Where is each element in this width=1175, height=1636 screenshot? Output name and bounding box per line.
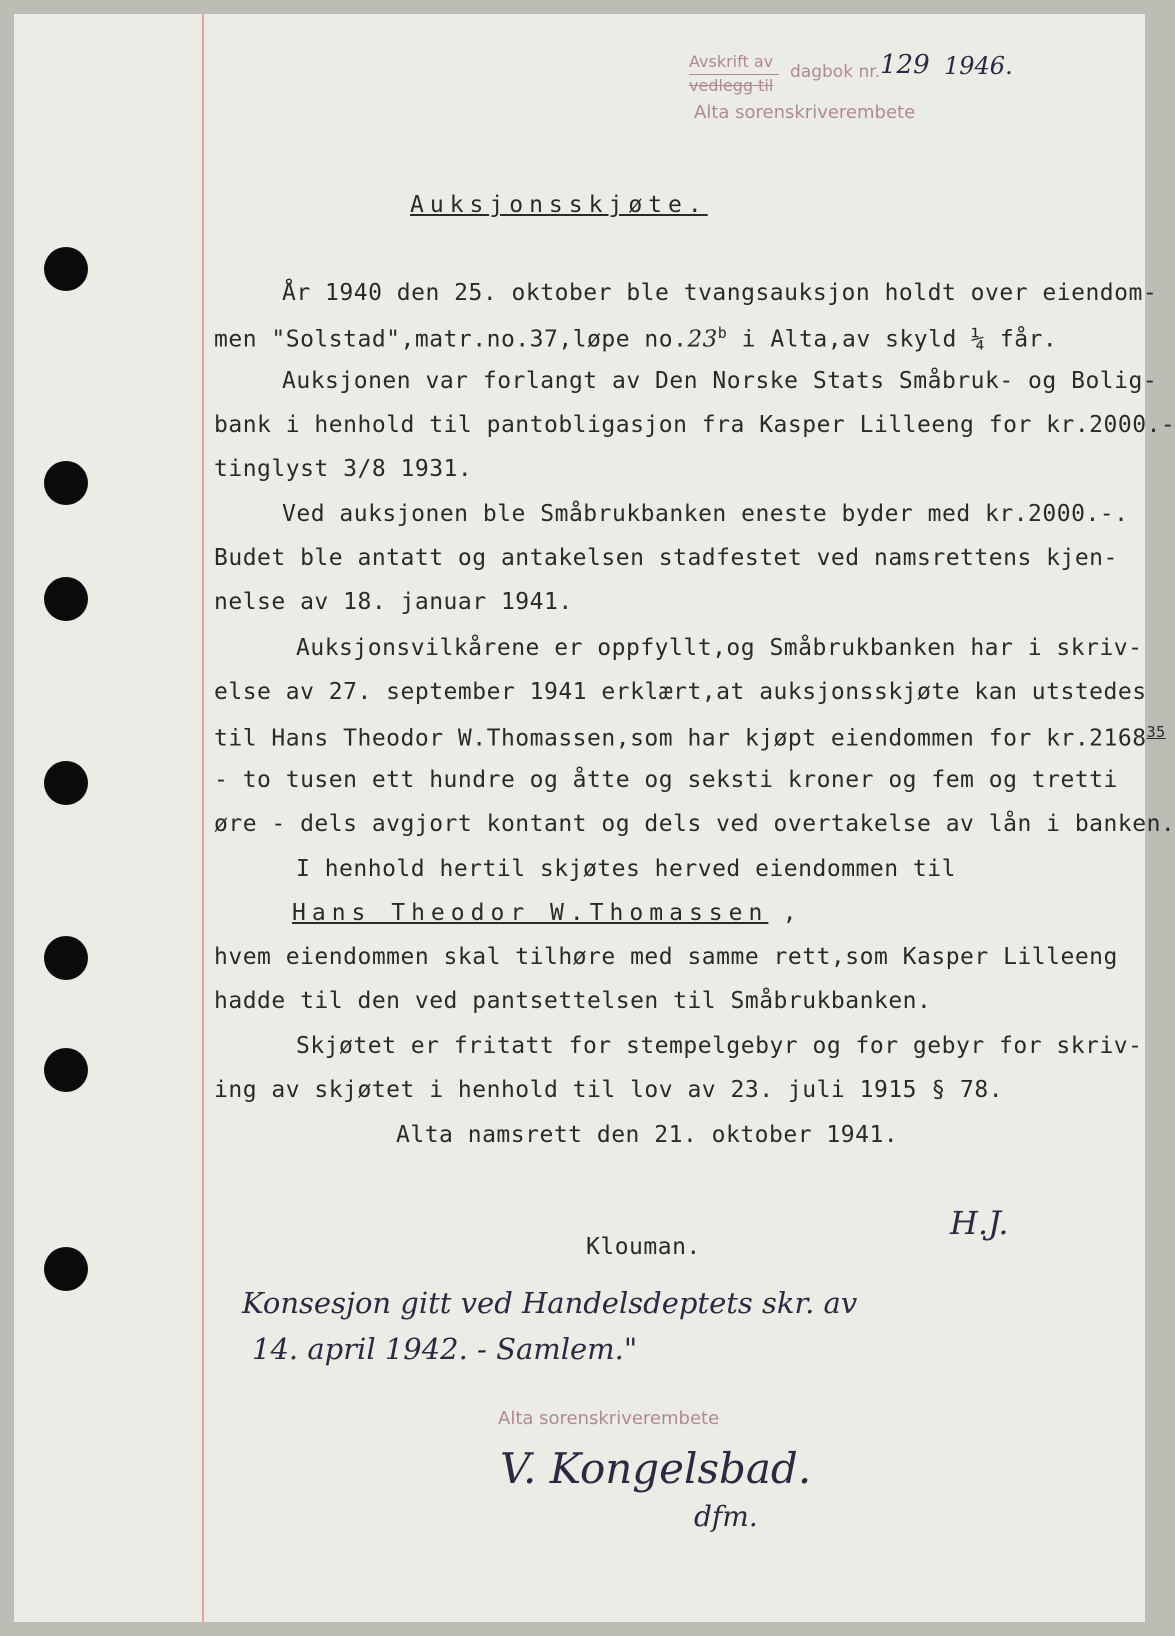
stamp-office: Alta sorenskriverembete (694, 102, 916, 123)
body-line: Auksjonsvilkårene er oppfyllt,og Småbrukbanken har i skriv- (296, 635, 1143, 661)
stamp-avskrift: Avskrift av (689, 52, 774, 71)
body-line: Skjøtet er fritatt for stempelgebyr og for gebyr for skriv- (296, 1033, 1143, 1059)
body-line: tinglyst 3/8 1931. (214, 456, 473, 482)
margin-rule (202, 14, 204, 1622)
body-line: I henhold hertil skjøtes herved eiendommen til (296, 856, 956, 882)
ore-superscript: 35 (1146, 723, 1166, 741)
stamp-office-bottom: Alta sorenskriverembete (498, 1408, 720, 1429)
body-line: Ved auksjonen ble Småbrukbanken eneste byder med kr.2000.-. (282, 501, 1129, 527)
signature: V. Kongelsbad. (500, 1444, 812, 1493)
body-line: År 1940 den 25. oktober ble tvangsauksjon holdt over eiendom- (282, 280, 1158, 306)
punch-hole (44, 1247, 88, 1291)
document-title: Auksjonsskjøte. (410, 192, 708, 218)
stamp-dagbok-number: 129 (880, 50, 930, 80)
judge-name: Klouman. (586, 1234, 701, 1260)
handwritten-initials: H.J. (950, 1204, 1009, 1242)
punch-hole (44, 577, 88, 621)
punch-hole (44, 1048, 88, 1092)
body-line: Auksjonen var forlangt av Den Norske Stats Småbruk- og Bolig- (282, 368, 1158, 394)
lot-number: 23 (687, 326, 718, 353)
body-line: nelse av 18. januar 1941. (214, 589, 573, 615)
punch-hole (44, 761, 88, 805)
handwritten-note-line: Konsesjon gitt ved Handelsdeptets skr. av (242, 1286, 858, 1320)
lot-suffix: b (717, 324, 728, 342)
body-line: Budet ble antatt og antakelsen stadfestet ved namsrettens kjen- (214, 545, 1118, 571)
court-date-line: Alta namsrett den 21. oktober 1941. (396, 1122, 899, 1148)
document-page (14, 14, 1175, 1622)
body-line: else av 27. september 1941 erklært,at auksjonsskjøte kan utstedes (214, 679, 1147, 705)
stamp-year: 1946. (944, 52, 1013, 80)
body-line: bank i henhold til pantobligasjon fra Kasper Lilleeng for kr.2000.- (214, 412, 1175, 438)
buyer-name: Hans Theodor W.Thomassen (292, 900, 769, 926)
body-line: hadde til den ved pantsettelsen til Småbrukbanken. (214, 988, 932, 1014)
handwritten-note-line: 14. april 1942. - Samlem." (252, 1332, 638, 1366)
stamp-vedlegg: vedlegg til (689, 76, 774, 95)
stamp-dagbok-label: dagbok nr. (790, 62, 881, 82)
body-line: ing av skjøtet i henhold til lov av 23. juli 1915 § 78. (214, 1077, 1004, 1103)
body-line: - to tusen ett hundre og åtte og seksti kroner og fem og tretti (214, 767, 1118, 793)
buyer-line: Hans Theodor W.Thomassen , (292, 900, 798, 926)
body-line: til Hans Theodor W.Thomassen,som har kjøpt eiendommen for kr.2168$^{35}$ (214, 723, 1166, 752)
punch-hole (44, 936, 88, 980)
body-line: men "Solstad",matr.no.37,løpe no.23$^b$ i Alta,av skyld ¼ får. (214, 324, 1058, 353)
punch-hole (44, 461, 88, 505)
body-line: hvem eiendommen skal tilhøre med samme rett,som Kasper Lilleeng (214, 944, 1118, 970)
signature-title: dfm. (694, 1500, 758, 1533)
body-line: øre - dels avgjort kontant og dels ved overtakelse av lån i banken. (214, 811, 1175, 837)
stamp-rule (689, 74, 779, 75)
punch-hole (44, 247, 88, 291)
